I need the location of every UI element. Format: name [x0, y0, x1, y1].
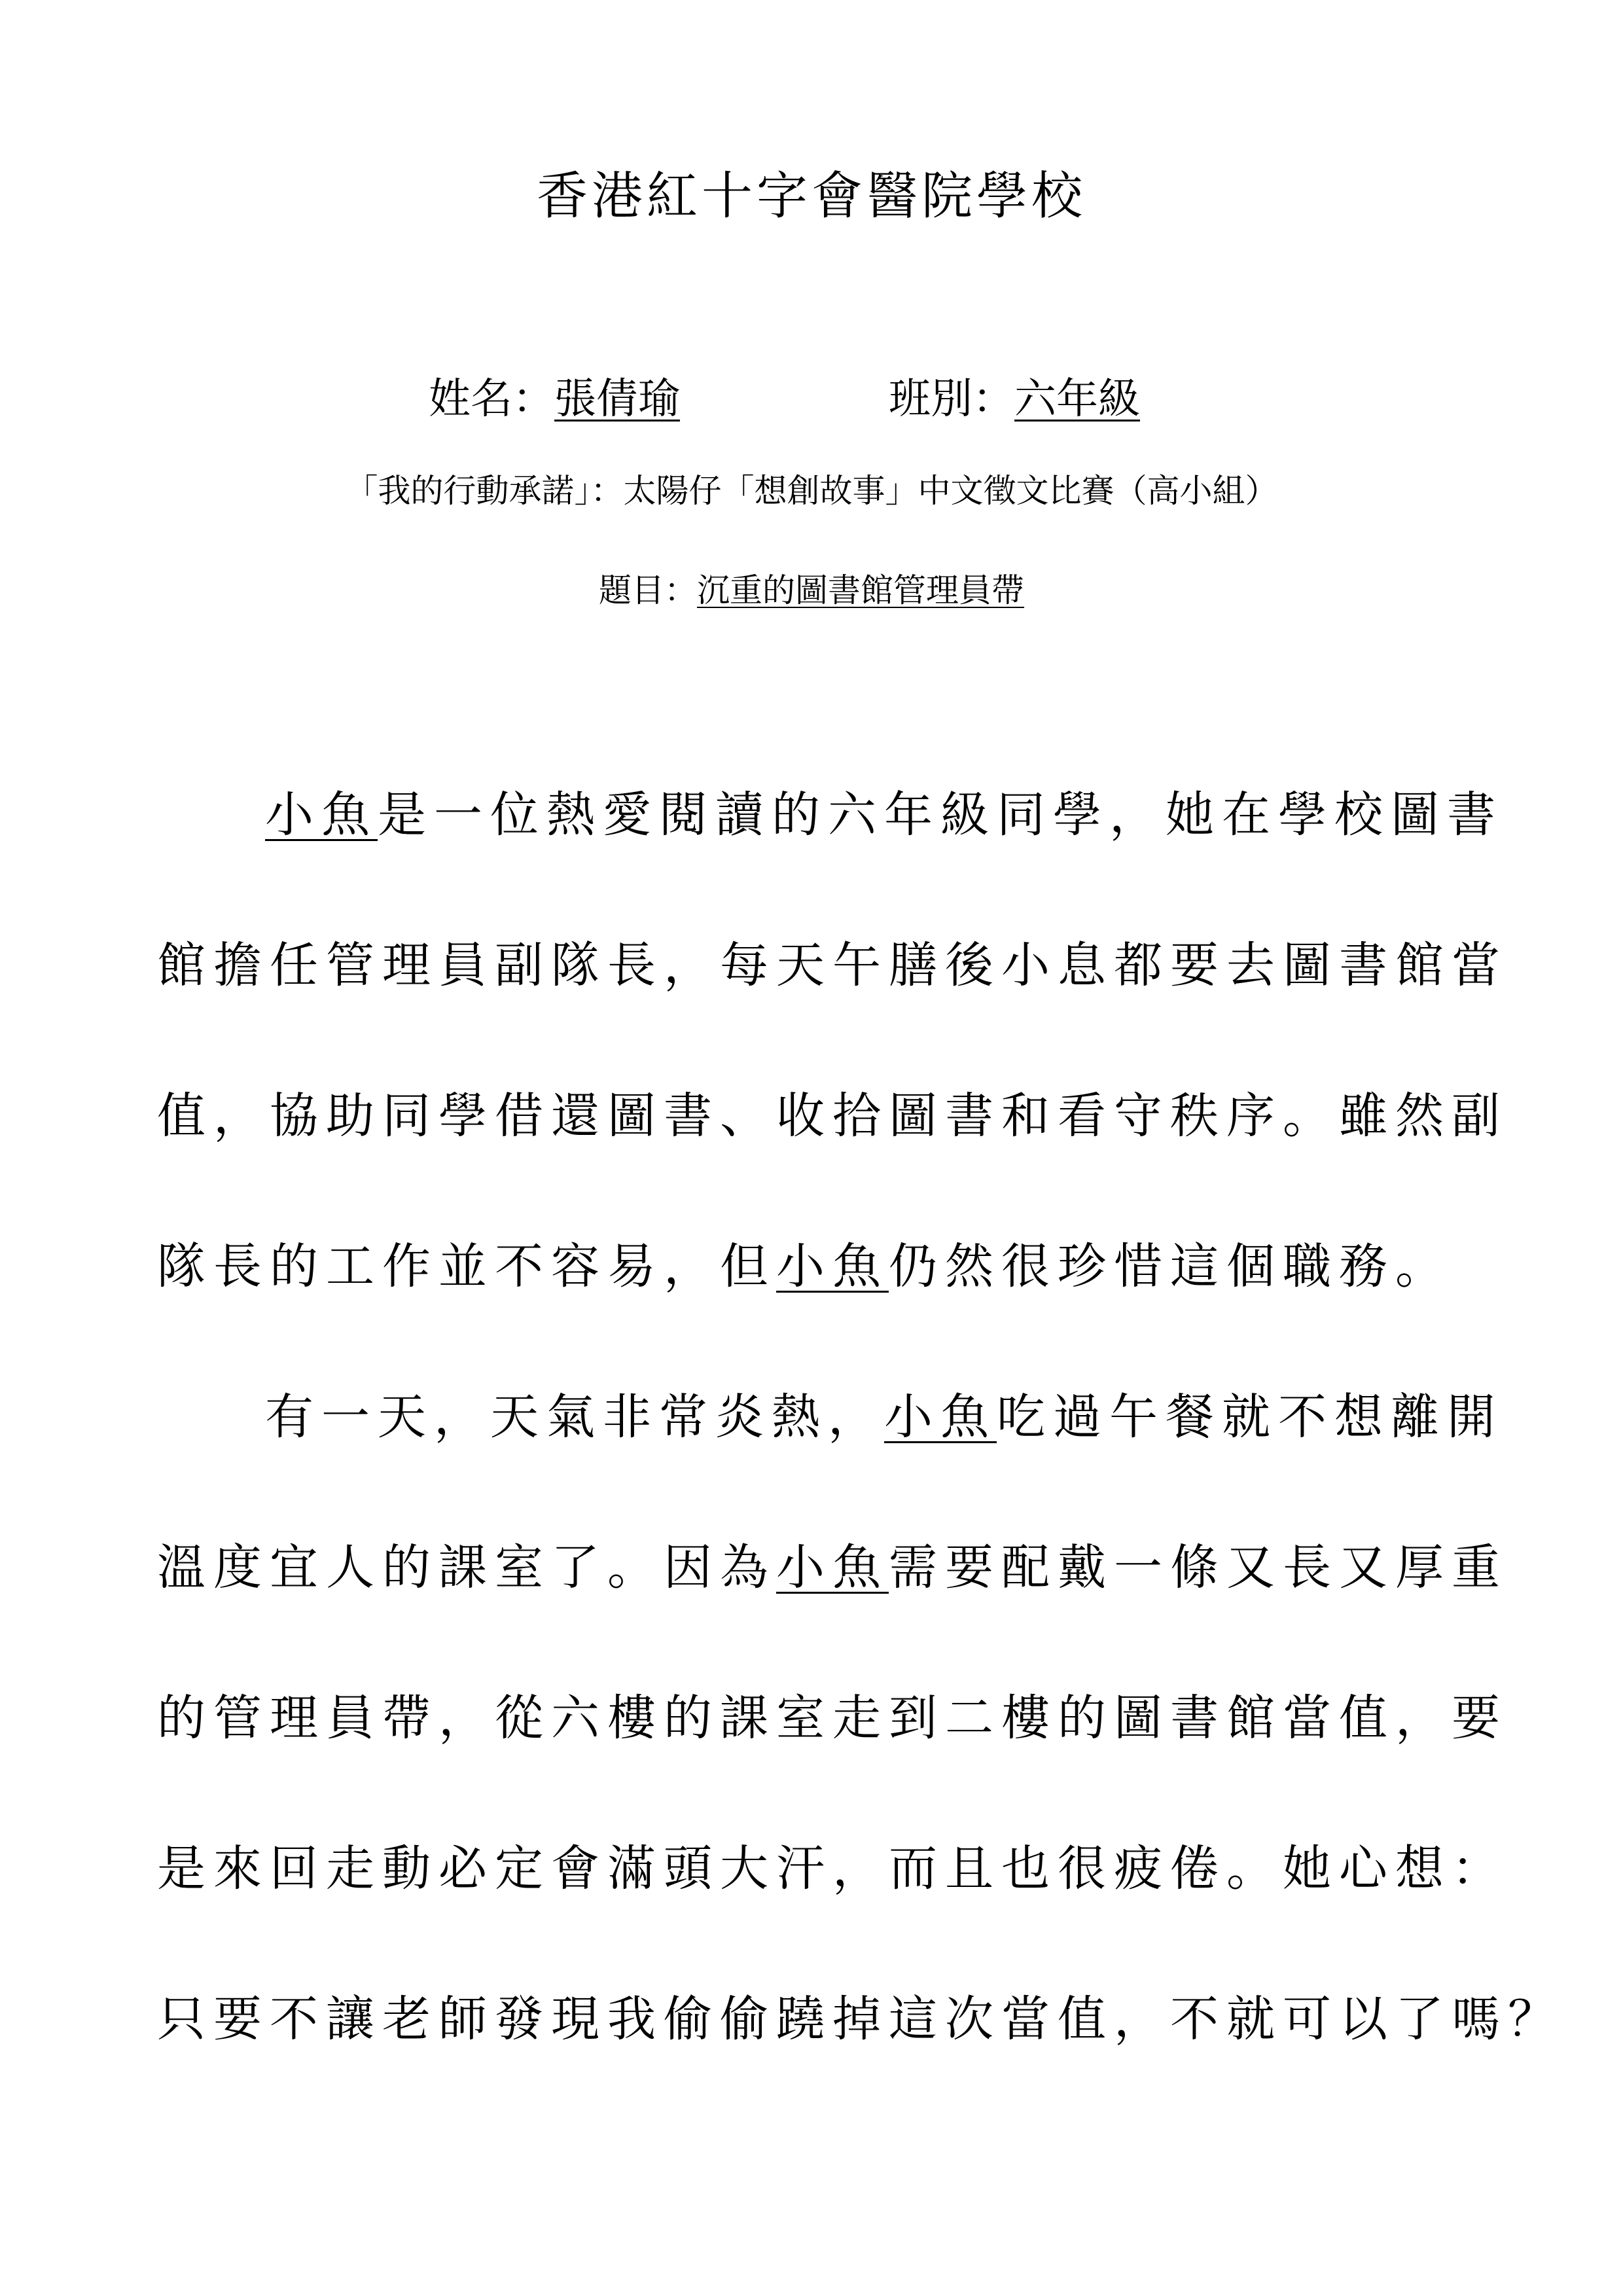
- essay-text: 需要配戴一條又長又厚重: [889, 1539, 1508, 1596]
- essay-body: [157, 782, 1564, 2137]
- essay-line-8: 是來回走動必定會滿頭大汗，而且也很疲倦。她心想：: [157, 1840, 1508, 1897]
- student-info: [0, 367, 1623, 432]
- essay-line-3: 值，協助同學借還圖書、收拾圖書和看守秩序。雖然副: [157, 1088, 1508, 1144]
- essay-line-6: [157, 1535, 1508, 1685]
- essay-text: 是一位熱愛閱讀的六年級同學，她在學校圖書: [378, 787, 1503, 843]
- topic-value: 沉重的圖書館管理員帶: [697, 571, 1024, 609]
- essay-text: 有一天，天氣非常炎熱，: [265, 1389, 884, 1445]
- name-value: 張倩瑜: [554, 375, 680, 423]
- essay-line-5: [157, 1384, 1503, 1535]
- essay-text: 溫度宜人的課室了。因為: [157, 1539, 776, 1596]
- essay-text: 仍然很珍惜這個職務。: [889, 1238, 1452, 1295]
- essay-line-1: [157, 782, 1503, 933]
- student-class: [889, 367, 1140, 432]
- school-title: 香港紅十字會醫院學校: [536, 167, 1086, 226]
- class-value: 六年級: [1014, 375, 1140, 423]
- character-name: 小魚: [776, 1539, 889, 1596]
- essay-line-9: 只要不讓老師發現我偷偷蹺掉這次當值，不就可以了嗎？: [157, 1991, 1564, 2047]
- character-name: 小魚: [776, 1238, 889, 1295]
- class-label: 班別：: [889, 375, 1014, 423]
- character-name: 小魚: [884, 1389, 997, 1445]
- essay-text: 吃過午餐就不想離開: [997, 1389, 1503, 1445]
- essay-line-4: [157, 1234, 1466, 1384]
- essay-text: 隊長的工作並不容易，但: [157, 1238, 776, 1295]
- essay-line-2: 館擔任管理員副隊長，每天午膳後小息都要去圖書館當: [157, 937, 1508, 994]
- topic-label: 題目：: [599, 571, 697, 609]
- name-label: 姓名：: [429, 375, 554, 423]
- competition-title: 「我的行動承諾」：太陽仔「想創故事」中文徵文比賽（高小組）: [345, 472, 1278, 510]
- essay-topic: [0, 564, 1623, 617]
- character-name: 小魚: [265, 787, 378, 843]
- essay-line-7: 的管理員帶，從六樓的課室走到二樓的圖書館當值，要: [157, 1690, 1508, 1746]
- student-name: [429, 367, 680, 432]
